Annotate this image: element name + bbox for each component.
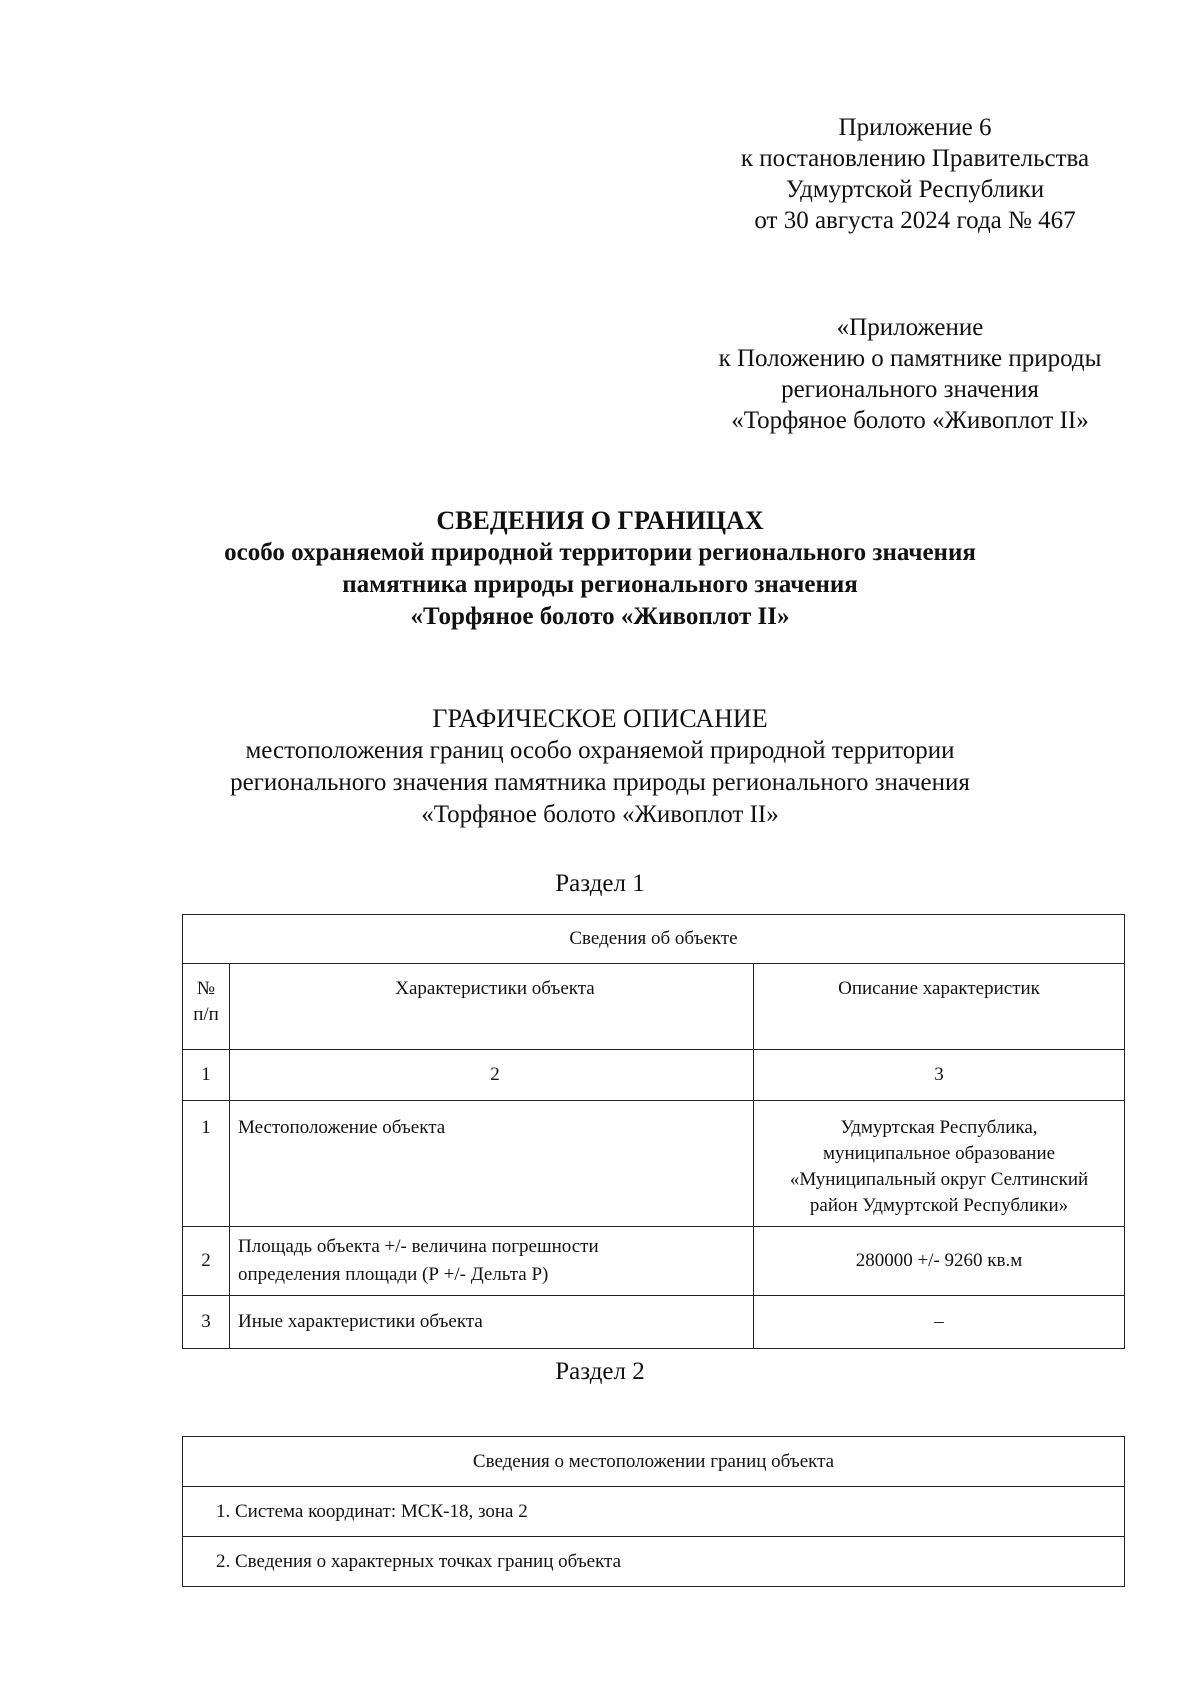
title-line: особо охраняемой природной территории регионального значения <box>224 539 976 566</box>
section2-label: Раздел 2 <box>555 1358 645 1385</box>
row-desc: – <box>754 1296 1125 1349</box>
title-line: памятника природы регионального значения <box>342 571 858 598</box>
title-line: «Торфяное болото «Живоплот II» <box>410 603 790 630</box>
appendix-quote-line: к Положению о памятнике природы <box>718 345 1102 372</box>
index-cell: 3 <box>754 1050 1125 1101</box>
row-name: Иные характеристики объекта <box>230 1296 754 1349</box>
heading-line: регионального значения памятника природы регионального значения <box>230 769 970 796</box>
row-num: 2 <box>183 1227 230 1296</box>
table-row <box>183 1227 1125 1296</box>
document-title <box>0 505 1200 633</box>
list-item: 2. Сведения о характерных точках границ объекта <box>183 1537 1125 1587</box>
row-desc-line: муниципальное образование <box>822 1143 1056 1164</box>
table-caption: Сведения о местоположении границ объекта <box>183 1437 1125 1487</box>
table-row <box>183 1101 1125 1227</box>
title-line: СВЕДЕНИЯ О ГРАНИЦАХ <box>436 506 764 535</box>
row-desc-line: Удмуртская Республика, <box>840 1117 1038 1138</box>
header-num <box>183 964 230 1050</box>
row-name <box>230 1227 754 1296</box>
table-row <box>183 1487 1125 1537</box>
appendix-header-line: Приложение 6 <box>838 114 992 141</box>
row-desc <box>754 1101 1125 1227</box>
table-row <box>183 1296 1125 1349</box>
row-desc-line: «Муниципальный округ Селтинский <box>789 1169 1089 1190</box>
row-num: 1 <box>183 1101 230 1227</box>
row-name-line: Площадь объекта +/- величина погрешности <box>238 1236 599 1257</box>
appendix-quote-line: «Приложение <box>836 314 984 341</box>
row-desc-line: район Удмуртской Республики» <box>809 1195 1069 1216</box>
row-name: Местоположение объекта <box>230 1101 754 1227</box>
header-num-line: № <box>196 978 216 999</box>
heading-line: местоположения границ особо охраняемой природной территории <box>245 737 955 764</box>
object-info-table <box>182 914 1125 1349</box>
header-num-line: п/п <box>193 1004 219 1025</box>
appendix-header <box>680 112 1150 236</box>
table-row <box>183 1537 1125 1587</box>
list-item: 1. Система координат: МСК-18, зона 2 <box>183 1487 1125 1537</box>
row-desc: 280000 +/- 9260 кв.м <box>754 1227 1125 1296</box>
table-caption: Сведения об объекте <box>183 915 1125 964</box>
graphic-description-heading <box>0 703 1200 831</box>
boundary-info-table <box>182 1436 1125 1587</box>
index-cell: 1 <box>183 1050 230 1101</box>
header-desc: Описание характеристик <box>754 964 1125 1050</box>
appendix-header-line: Удмуртской Республики <box>785 176 1045 203</box>
appendix-header-line: от 30 августа 2024 года № 467 <box>754 207 1076 234</box>
heading-line: «Торфяное болото «Живоплот II» <box>421 801 779 828</box>
heading-line: ГРАФИЧЕСКОЕ ОПИСАНИЕ <box>432 704 768 733</box>
appendix-quote <box>660 312 1160 436</box>
row-name-line: определения площади (Р +/- Дельта Р) <box>238 1264 549 1285</box>
index-cell: 2 <box>230 1050 754 1101</box>
row-num: 3 <box>183 1296 230 1349</box>
appendix-quote-line: «Торфяное болото «Живоплот II» <box>731 407 1089 434</box>
appendix-quote-line: регионального значения <box>781 376 1039 403</box>
appendix-header-line: к постановлению Правительства <box>740 145 1090 172</box>
header-name: Характеристики объекта <box>230 964 754 1050</box>
section1-label: Раздел 1 <box>555 870 645 897</box>
